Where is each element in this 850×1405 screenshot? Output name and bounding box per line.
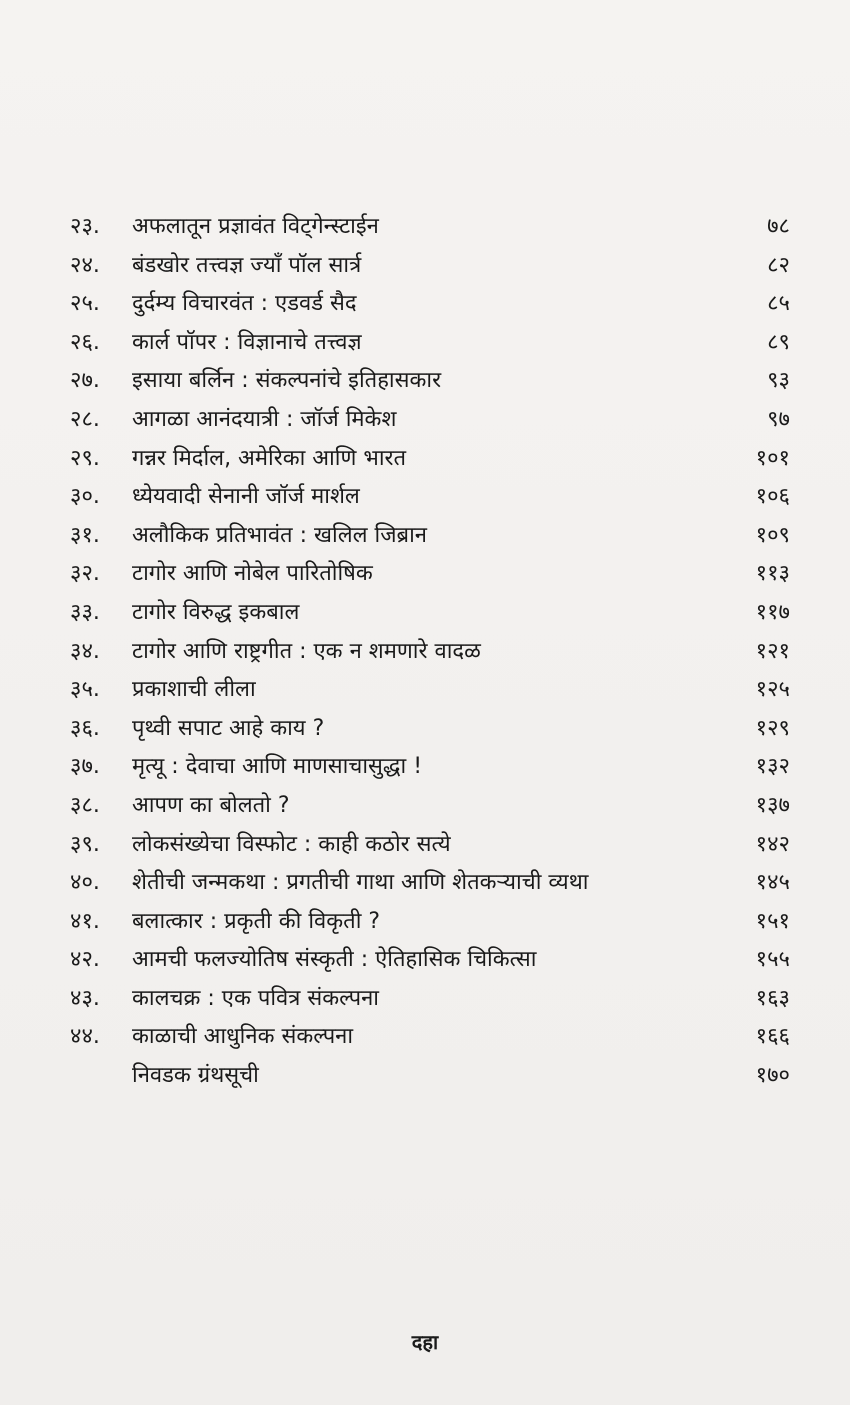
toc-entry-page: १६३ xyxy=(755,985,790,1011)
toc-entry-title: लोकसंख्येचा विस्फोट : काही कठोर सत्ये xyxy=(132,831,451,857)
toc-entry-title: अफलातून प्रज्ञावंत विट्गेन्स्टाईन xyxy=(132,214,379,239)
toc-entry-title: आगळा आनंदयात्री : जॉर्ज मिकेश xyxy=(132,406,397,432)
toc-entry-page: ११७ xyxy=(755,599,790,625)
toc-entry-number: ३८. xyxy=(70,792,100,818)
toc-entry xyxy=(70,941,790,980)
toc-entry-page: १७० xyxy=(755,1063,790,1089)
toc-entry-page: १२१ xyxy=(755,638,790,664)
toc-entry-title: गन्नर मिर्दाल, अमेरिका आणि भारत xyxy=(132,445,407,471)
toc-entry-title: बलात्कार : प्रकृती की विकृती ? xyxy=(132,908,381,934)
toc-entry-page: ९३ xyxy=(767,368,790,394)
toc-entry xyxy=(70,324,790,363)
toc-entry xyxy=(70,903,790,942)
toc-entry-title: प्रकाशाची लीला xyxy=(132,677,256,703)
toc-entry-page: ८९ xyxy=(767,329,790,355)
toc-entry-title: कार्ल पॉपर : विज्ञानाचे तत्त्वज्ञ xyxy=(132,329,362,355)
toc-entry-page: १५१ xyxy=(755,908,790,934)
toc-entry xyxy=(70,1018,790,1057)
toc-entry-number: ४०. xyxy=(70,870,100,896)
toc-entry-number: ४४. xyxy=(70,1024,100,1050)
toc-entry xyxy=(70,748,790,787)
toc-entry xyxy=(70,247,790,286)
toc-entry-number: ३२. xyxy=(70,561,100,587)
toc-entry-title: इसाया बर्लिन : संकल्पनांचे इतिहासकार xyxy=(132,368,442,394)
toc-entry-title: कालचक्र : एक पवित्र संकल्पना xyxy=(132,985,380,1011)
toc-entry-number: ३९. xyxy=(70,831,100,857)
toc-entry xyxy=(70,555,790,594)
toc-entry-page: १४५ xyxy=(755,870,790,896)
toc-entry-number: ३१. xyxy=(70,522,100,548)
toc-entry-title: मृत्यू : देवाचा आणि माणसाचासुद्धा ! xyxy=(132,754,423,780)
toc-entry-page: १०६ xyxy=(755,484,790,510)
table-of-contents xyxy=(70,208,790,1096)
toc-entry-number: ३४. xyxy=(70,638,100,664)
toc-entry-number: ३०. xyxy=(70,484,100,510)
toc-entry xyxy=(70,478,790,517)
toc-entry-page: १५५ xyxy=(755,947,790,973)
toc-entry xyxy=(70,401,790,440)
toc-entry xyxy=(70,362,790,401)
toc-entry xyxy=(70,671,790,710)
toc-entry-title: टागोर आणि नोबेल पारितोषिक xyxy=(132,561,373,587)
toc-entry-number: २७. xyxy=(70,368,100,394)
toc-entry-number: ३५. xyxy=(70,677,100,703)
toc-entry-title: काळाची आधुनिक संकल्पना xyxy=(132,1024,354,1050)
toc-entry-title: टागोर आणि राष्ट्रगीत : एक न शमणारे वादळ xyxy=(132,638,481,664)
toc-entry-number: ४१. xyxy=(70,908,100,934)
toc-entry-number: २६. xyxy=(70,329,100,355)
toc-entry xyxy=(70,633,790,672)
toc-entry-title: आमची फलज्योतिष संस्कृती : ऐतिहासिक चिकित्सा xyxy=(132,947,537,973)
toc-entry-page: १०१ xyxy=(755,445,790,471)
toc-entry xyxy=(70,285,790,324)
toc-entry-page: १२९ xyxy=(755,715,790,741)
toc-entry-title: शेतीची जन्मकथा : प्रगतीची गाथा आणि शेतकऱ्याची व्यथा xyxy=(132,870,589,896)
toc-entry-page: १३७ xyxy=(755,792,790,818)
toc-entry-page: ११३ xyxy=(755,561,790,587)
toc-entry xyxy=(70,864,790,903)
toc-entry xyxy=(70,826,790,865)
toc-entry-title: आपण का बोलतो ? xyxy=(132,792,290,818)
toc-entry xyxy=(70,787,790,826)
toc-entry-page: ८२ xyxy=(767,252,790,278)
toc-entry-title: निवडक ग्रंथसूची xyxy=(132,1063,259,1089)
toc-entry xyxy=(70,440,790,479)
toc-entry-title: अलौकिक प्रतिभावंत : खलिल जिब्रान xyxy=(132,522,428,548)
toc-entry-bibliography xyxy=(70,1057,790,1096)
toc-entry-number: २५. xyxy=(70,291,100,317)
toc-entry-page: ९७ xyxy=(767,406,790,432)
toc-entry-title: दुर्दम्य विचारवंत : एडवर्ड सैद xyxy=(132,291,357,317)
toc-entry-number: २३. xyxy=(70,214,100,239)
toc-entry-page: १२५ xyxy=(755,677,790,703)
toc-entry-number: २८. xyxy=(70,406,100,432)
toc-entry-title: टागोर विरुद्ध इकबाल xyxy=(132,599,300,625)
toc-entry-number: २४. xyxy=(70,252,100,278)
toc-entry-title: पृथ्वी सपाट आहे काय ? xyxy=(132,715,325,741)
page-number-footer: दहा xyxy=(411,1330,439,1354)
toc-entry-number: ३७. xyxy=(70,754,100,780)
toc-entry-number: ४२. xyxy=(70,947,100,973)
toc-entry-number: ४३. xyxy=(70,985,100,1011)
toc-entry-number: ३३. xyxy=(70,599,100,625)
toc-entry-page: १६६ xyxy=(755,1024,790,1050)
toc-entry xyxy=(70,208,790,247)
toc-entry-title: बंडखोर तत्त्वज्ञ ज्याँ पॉल सार्त्र xyxy=(132,252,362,278)
toc-entry xyxy=(70,594,790,633)
toc-entry-number: २९. xyxy=(70,445,100,471)
toc-entry xyxy=(70,517,790,556)
toc-entry-number: ३६. xyxy=(70,715,100,741)
toc-entry xyxy=(70,710,790,749)
toc-entry xyxy=(70,980,790,1019)
toc-entry-page: १४२ xyxy=(755,831,790,857)
toc-entry-page: १०९ xyxy=(755,522,790,548)
toc-entry-page: ८५ xyxy=(767,291,790,317)
toc-entry-page: १३२ xyxy=(755,754,790,780)
toc-entry-title: ध्येयवादी सेनानी जॉर्ज मार्शल xyxy=(132,484,360,510)
toc-entry-page: ७८ xyxy=(767,214,790,239)
